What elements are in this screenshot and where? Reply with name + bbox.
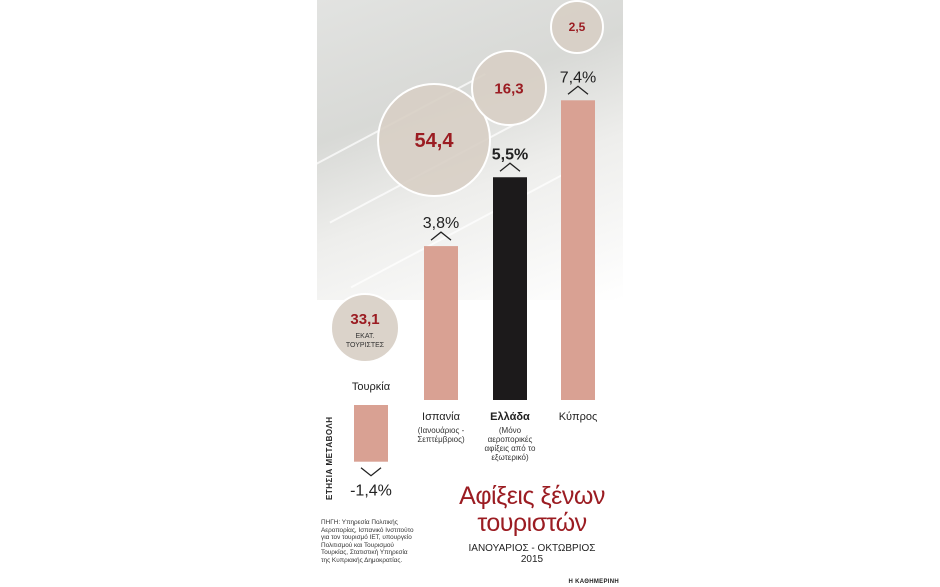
infographic-panel — [317, 0, 623, 587]
bar-2 — [493, 177, 527, 400]
arrivals-value-3: 2,5 — [568, 20, 586, 35]
caret-icon-3 — [568, 86, 588, 94]
category-note-1: (Ιανουάριος - Σεπτέμβριος) — [417, 426, 465, 444]
publisher-logo: Η ΚΑΘΗΜΕΡΙΝΗ — [568, 579, 619, 585]
value-label-2: 5,5% — [491, 146, 529, 164]
caret-icon-2 — [500, 163, 520, 171]
category-label-3: Κύπρος — [558, 411, 598, 423]
arrivals-value-0: 33,1 — [350, 311, 380, 328]
category-note-2: (Μόνο αεροπορικές αφίξεις από το εξωτερικό) — [484, 426, 536, 462]
category-label-0: Τουρκία — [351, 381, 391, 393]
caret-icon-1 — [431, 232, 451, 240]
value-label-3: 7,4% — [559, 69, 597, 87]
category-label-1: Ισπανία — [422, 411, 460, 423]
value-label-1: 3,8% — [422, 215, 460, 233]
arrivals-circle-0 — [331, 294, 399, 362]
bar-1 — [424, 246, 458, 400]
source-note: ΠΗΓΗ: Υπηρεσία Πολιτικής Αεροπορίας, Ισπανικό Ινστιτούτο για τον τουρισμό IET, υπουργείο Πολιτισμού και Τουρισμού Τουρκίας, Στατιστική Υπηρεσία της Κυπριακής Δημοκρατίας. — [321, 519, 414, 564]
value-label-0: -1,4% — [350, 482, 392, 500]
caret-icon-0 — [361, 468, 381, 476]
chart-title: Αφίξεις ξένων τουριστών — [459, 482, 605, 537]
arrivals-value-1: 54,4 — [414, 130, 454, 152]
y-axis-label: ΕΤΗΣΙΑ ΜΕΤΑΒΟΛΗ — [325, 416, 334, 500]
category-label-2: Ελλάδα — [490, 411, 530, 423]
arrivals-unit-1: ΤΟΥΡΙΣΤΕΣ — [345, 342, 385, 349]
arrivals-unit-0: ΕΚΑΤ. — [355, 333, 375, 340]
arrivals-value-2: 16,3 — [494, 80, 524, 98]
chart-subtitle: ΙΑΝΟΥΑΡΙΟΣ - ΟΚΤΩΒΡΙΟΣ 2015 — [468, 543, 596, 565]
bar-0 — [354, 405, 388, 462]
bar-3 — [561, 100, 595, 400]
